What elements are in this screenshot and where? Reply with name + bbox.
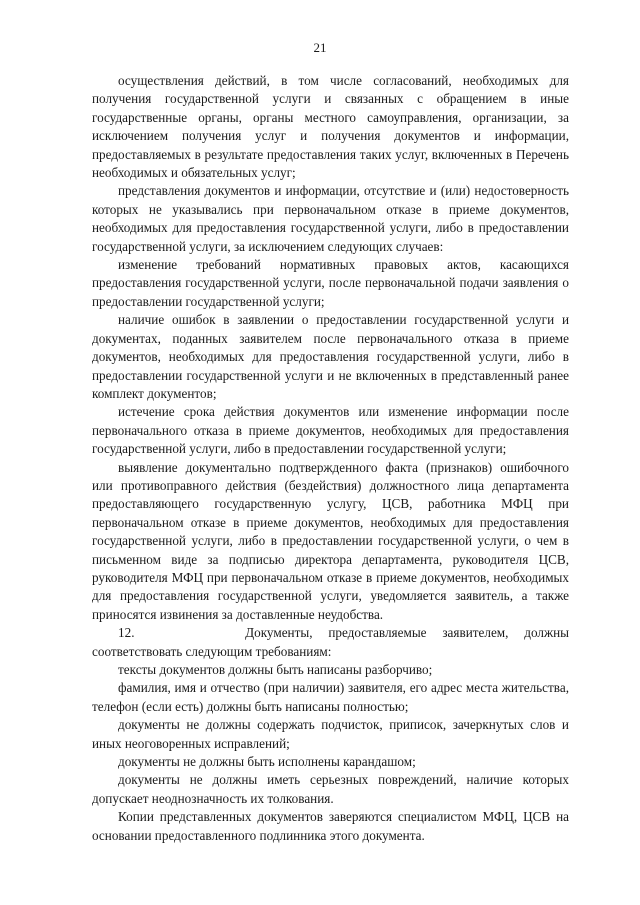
point-12-heading [92,624,569,642]
requirement-item: документы не должны быть исполнены карандашом; [118,754,416,770]
requirement-item: фамилия, имя и отчество (при наличии) заявителя, его адрес места жительства, телефон (если есть) должны быть написаны полностью; [92,680,569,714]
paragraph: представления документов и информации, отсутствие и (или) недостоверность которых не указывались при первоначальном отказе в приеме документов, необходимых для предоставления государственной услуги, либо в предоставлении государственной услуги, за исключением следующих случаев: [92,183,569,254]
paragraph: наличие ошибок в заявлении о предоставлении государственной услуги и документах, поданных заявителем после первоначального отказа в приеме документов, необходимых для предоставления государственной услуги, либо в предоставлении государственной услуги и не включенных в представленный ранее комплект документов; [92,312,569,401]
paragraph: изменение требований нормативных правовых актов, касающихся предоставления государственной услуги, после первоначальной подачи заявления о предоставлении государственной услуги; [92,257,569,309]
point-12-first-line: Документы, предоставляемые заявителем, должны [245,625,569,641]
page-number: 21 [313,40,327,55]
requirement-item: Копии представленных документов заверяются специалистом МФЦ, ЦСВ на основании предоставленного подлинника этого документа. [92,809,569,843]
paragraph: осуществления действий, в том числе согласований, необходимых для получения государственной услуги и связанных с обращением в иные государственные органы, органы местного самоуправления, организации, за исключением получения услуг и получения документов и информации, предоставляемых в результате предоставления таких услуг, включенных в Перечень необходимых и обязательных услуг; [92,73,569,181]
paragraph: выявление документально подтвержденного факта (признаков) ошибочного или противоправного действия (бездействия) должностного лица департамента предоставляющего государственную услугу, ЦСВ, работника МФЦ при первоначальном отказе в приеме документов, необходимых для предоставления государственной услуги, либо в предоставлении государственной услуги, о чем в письменном виде за подписью директора департамента, руководителя ЦСВ, руководителя МФЦ при первоначальном отказе в приеме документов, необходимых для предоставления государственной услуги, уведомляется заявитель, а также приносятся извинения за доставленные неудобства. [92,459,569,622]
paragraph: истечение срока действия документов или изменение информации после первоначального отказа в приеме документов, необходимых для предоставления государственной услуги, либо в предоставлении государственной услуги; [92,404,569,457]
requirement-item: документы не должны содержать подчисток, приписок, зачеркнутых слов и иных неоговоренных исправлений; [92,717,569,751]
point-12-continuation: соответствовать следующим требованиям: [92,643,332,659]
point-number: 12. [118,625,135,641]
document-body [92,72,569,845]
requirement-item: документы не должны иметь серьезных повреждений, наличие которых допускает неоднозначность их толкования. [92,772,569,806]
requirement-item: тексты документов должны быть написаны разборчиво; [118,662,433,677]
